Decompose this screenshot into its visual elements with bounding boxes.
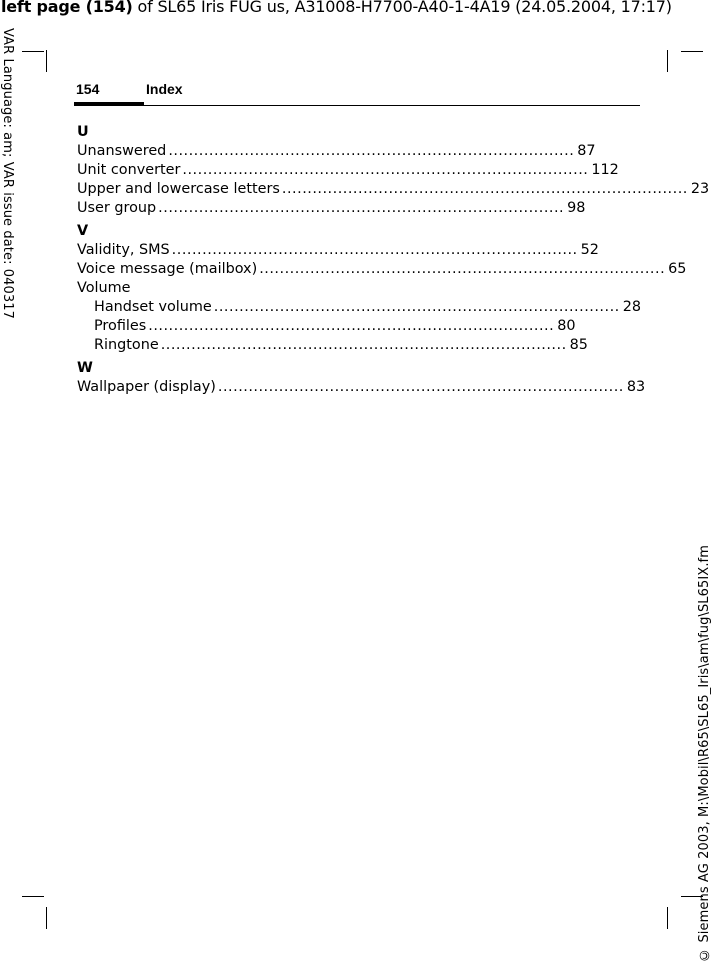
index-subentry xyxy=(77,298,642,317)
leader-dots: ................................................................................ xyxy=(168,143,575,159)
index-page: 52 xyxy=(580,242,599,258)
leader-dots: ................................................................................ xyxy=(213,299,620,315)
index-entry xyxy=(77,260,687,279)
crop-mark xyxy=(681,51,703,52)
leader-dots: ................................................................................ xyxy=(281,181,688,197)
index-term: Handset volume xyxy=(94,299,212,315)
index-page: 98 xyxy=(567,200,586,216)
index-page: 23 xyxy=(690,181,710,197)
index-page: 28 xyxy=(622,299,642,315)
crop-mark xyxy=(46,907,47,929)
index-entry xyxy=(77,199,586,218)
print-slug xyxy=(1,0,672,16)
slug-file-info: of SL65 Iris FUG us, A31008-H7700-A40-1-4A19 (24.05.2004, 17:17) xyxy=(132,0,672,16)
index-term: Unanswered xyxy=(77,143,167,159)
leader-dots: ................................................................................ xyxy=(182,162,589,178)
index-group-w xyxy=(77,359,646,397)
crop-mark xyxy=(667,50,668,72)
index-letter: V xyxy=(77,223,89,239)
var-language-note: VAR Language: am; VAR issue date: 040317 xyxy=(0,28,15,320)
index-term-volume: Volume xyxy=(77,280,131,296)
index-group-v xyxy=(77,222,687,355)
index-entry xyxy=(77,142,596,161)
leader-dots: ................................................................................ xyxy=(217,379,624,395)
index-term: Voice message (mailbox) xyxy=(77,261,258,277)
index-group-u xyxy=(77,123,710,218)
index-page: 80 xyxy=(557,318,576,334)
index-page: 112 xyxy=(591,162,619,178)
index-entry xyxy=(77,161,619,180)
index-page: 65 xyxy=(668,261,687,277)
index-subentry xyxy=(77,317,576,336)
section-title: Index xyxy=(146,81,183,97)
index-page: 85 xyxy=(569,337,588,353)
leader-dots: ................................................................................ xyxy=(259,261,666,277)
index-entry xyxy=(77,378,646,397)
header-rule xyxy=(74,105,640,106)
index-column xyxy=(77,123,710,401)
index-subentry xyxy=(77,336,588,355)
crop-mark xyxy=(22,896,44,897)
crop-mark xyxy=(22,51,44,52)
copyright-path-note: © Siemens AG 2003, M:\Mobil\R65\SL65_Iris\am\fug\SL65IX.fm xyxy=(697,545,712,962)
slug-page-label: left page (154) xyxy=(1,0,133,16)
index-term: Validity, SMS xyxy=(77,242,170,258)
leader-dots: ................................................................................ xyxy=(148,318,555,334)
index-entry xyxy=(77,180,710,199)
index-page: 87 xyxy=(577,143,596,159)
index-term: User group xyxy=(77,200,157,216)
index-term: Profiles xyxy=(94,318,147,334)
index-entry xyxy=(77,241,599,260)
index-term: Unit converter xyxy=(77,162,181,178)
index-letter: U xyxy=(77,124,89,140)
leader-dots: ................................................................................ xyxy=(171,242,578,258)
page-number: 154 xyxy=(76,81,100,97)
leader-dots: ................................................................................ xyxy=(160,337,567,353)
leader-dots: ................................................................................ xyxy=(158,200,565,216)
index-letter: W xyxy=(77,360,93,376)
crop-mark xyxy=(667,907,668,929)
index-term: Upper and lowercase letters xyxy=(77,181,280,197)
crop-mark xyxy=(46,50,47,72)
index-term: Wallpaper (display) xyxy=(77,379,216,395)
index-term: Ringtone xyxy=(94,337,159,353)
index-page: 83 xyxy=(626,379,646,395)
